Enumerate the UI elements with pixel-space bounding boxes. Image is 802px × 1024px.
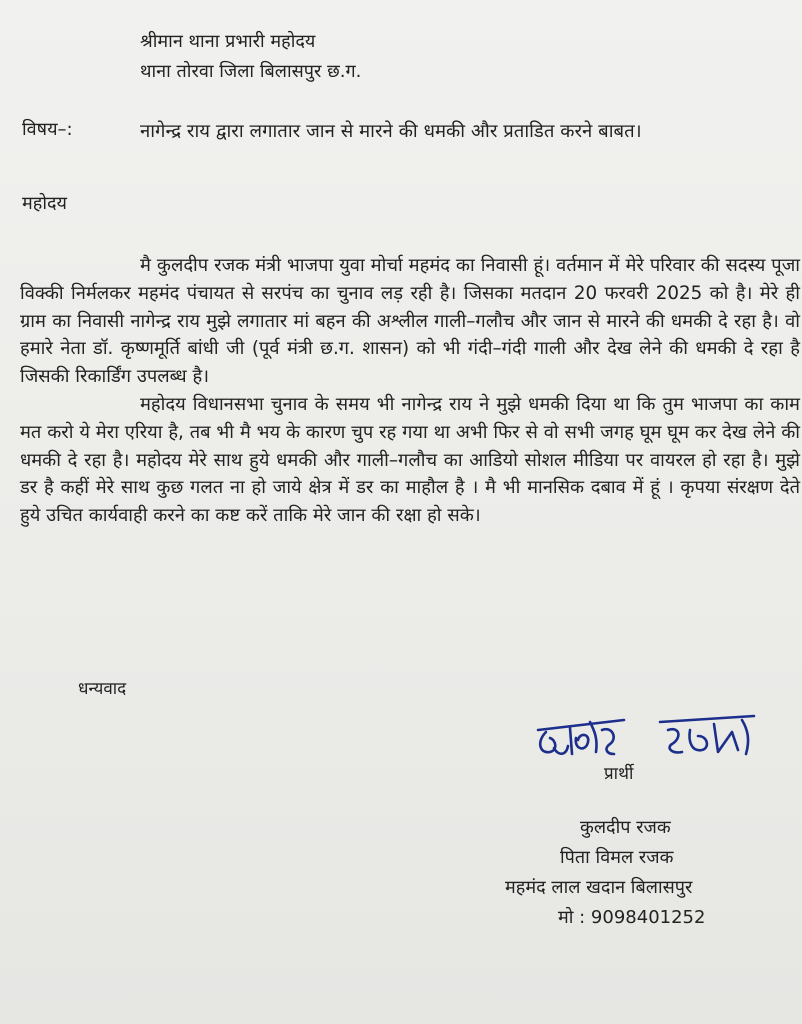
letter-body <box>20 252 800 530</box>
signature-scribble-icon <box>532 708 772 778</box>
closing: धन्यवाद <box>78 679 127 699</box>
sender-mobile: मो : 9098401252 <box>558 907 706 928</box>
salutation: महोदय <box>22 193 67 214</box>
signature <box>532 708 772 778</box>
body-paragraph-1-text: मै कुलदीप रजक मंत्री भाजपा युवा मोर्चा महमंद का निवासी हूं। वर्तमान में मेरे परिवार की सदस्य पूजा विक्की निर्मलकर महमंद पंचायत से सरपंच का चुनाव लड़ रही है। जिसका मतदान 20 फरवरी 2025 को है। मेरे ही ग्राम का निवासी नागेन्द्र राय मुझे लगातार मां बहन की अश्लील गाली–गलौच और जान से मारने की धमकी दे रहा है। वो हमारे नेता डॉ. कृष्णमूर्ति बांधी जी (पूर्व मंत्री छ.ग. शासन) को भी गंदी–गंदी गाली और देख लेने की धमकी दे रहा है जिसकी रिकार्डिंग उपलब्ध है। <box>20 255 800 388</box>
subject-text: नागेन्द्र राय द्वारा लगातार जान से मारने की धमकी और प्रताडित करने बाबत। <box>140 121 642 142</box>
sender-address: महमंद लाल खदान बिलासपुर <box>505 877 693 898</box>
recipient-line-1: श्रीमान थाना प्रभारी महोदय <box>140 31 316 52</box>
body-paragraph-2-text: महोदय विधानसभा चुनाव के समय भी नागेन्द्र राय ने मुझे धमकी दिया था कि तुम भाजपा का काम मत करो ये मेरा एरिया है, तब भी मै भय के कारण चुप रह गया था अभी फिर से वो सभी जगह घूम घूम कर देख लेने की धमकी दे रहा है। महोदय मेरे साथ हुये धमकी और गाली–गलौच का आडियो सोशल मीडिया पर वायरल हो रहा है। मुझे डर है कहीं मेरे साथ कुछ गलत ना हो जाये क्षेत्र में डर का माहौल है । मै भी मानसिक दबाव में हूं । कृपया संरक्षण देते हुये उचित कार्यवाही करने का कष्ट करें ताकि मेरे जान की रक्षा हो सके। <box>20 393 800 527</box>
recipient-line-2: थाना तोरवा जिला बिलासपुर छ.ग. <box>140 61 362 82</box>
sender-name: कुलदीप रजक <box>580 817 671 838</box>
body-paragraph-1 <box>20 252 800 391</box>
sender-father: पिता विमल रजक <box>560 847 674 868</box>
body-paragraph-2 <box>20 391 800 530</box>
subject-label: विषय–: <box>22 119 73 140</box>
applicant-label: प्रार्थी <box>604 764 634 784</box>
